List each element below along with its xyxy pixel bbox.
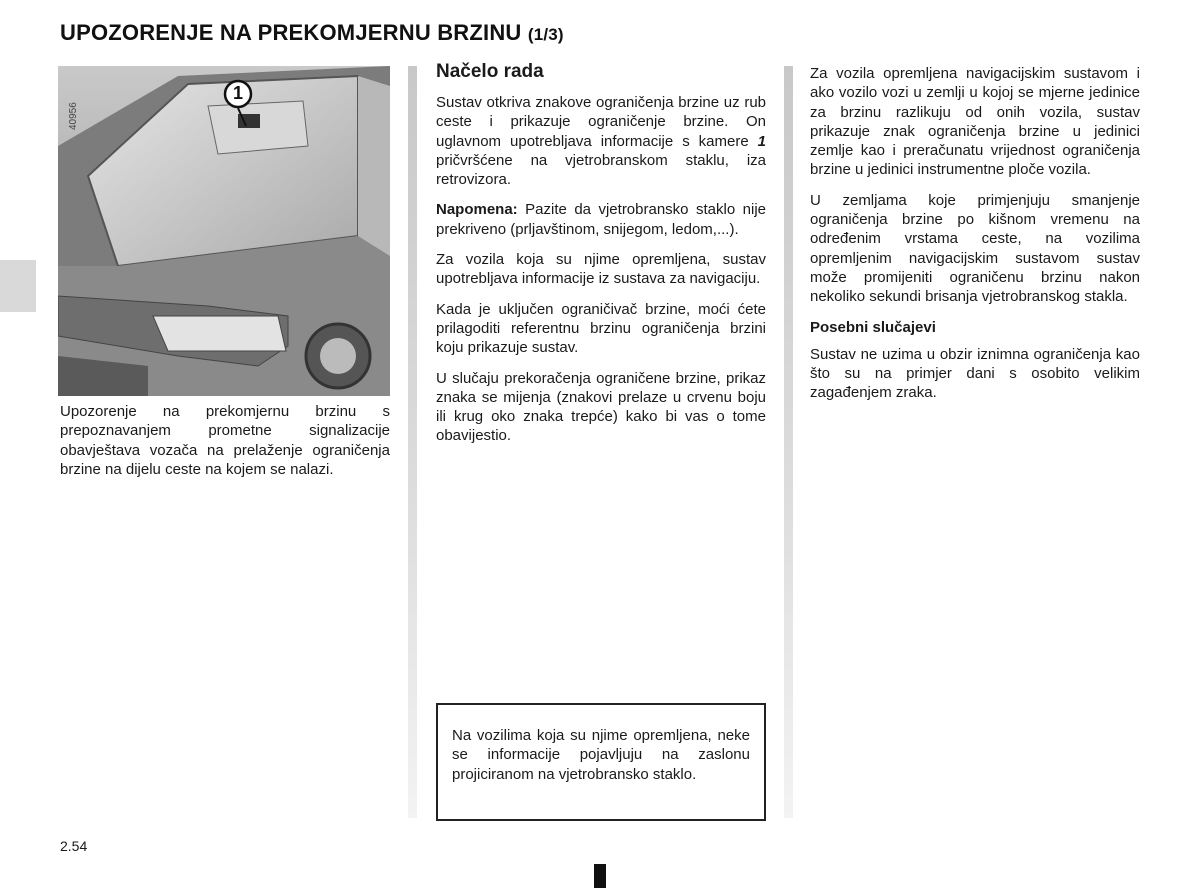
section-heading: Načelo rada	[436, 61, 544, 82]
paragraph-special-cases: Sustav ne uzima u obzir iznimna ograničenja kao što su na primjer dani s osobito velikim zagađenjem zraka.	[810, 345, 1140, 402]
paragraph-navigation: Za vozila koja su njime opremljena, sustav upotrebljava informacije iz sustava za navigaciju.	[436, 251, 766, 288]
column-middle	[436, 60, 766, 457]
figure-number: 40956	[68, 102, 79, 130]
chapter-side-tab	[0, 260, 36, 312]
paragraph-operation-text-b: pričvršćene na vjetrobranskom staklu, iza retrovizora.	[436, 151, 766, 189]
page-number: 2.54	[60, 838, 88, 854]
page-title	[60, 20, 564, 46]
page-title-text: UPOZORENJE NA PREKOMJERNU BRZINU	[60, 20, 522, 45]
paragraph-operation-text-a: Sustav otkriva znakove ograničenja brzine uz rub ceste i prikazuje ograničenje brzine. On uglavnom upotrebljava informacije s kamere	[436, 94, 766, 150]
note-text: Pazite da vjetrobransko staklo nije prekriveno (prljavštinom, snijegom, ledom,...).	[436, 201, 766, 238]
note-label: Napomena:	[436, 201, 518, 219]
page-edge-mark	[594, 864, 606, 888]
column-right	[810, 64, 1140, 403]
camera-reference: 1	[757, 132, 766, 150]
figure-caption: Upozorenje na prekomjernu brzinu s prepoznavanjem prometne signalizacije obavještava vozača na prelaženje ograničenja brzine na dijelu ceste na kojem se nalazi.	[60, 403, 390, 478]
column-divider-right	[784, 66, 793, 818]
paragraph-overspeed: U slučaju prekoračenja ograničene brzine, prikaz znaka se mijenja (znakovi prelaze u crvenu boju ili krug oko znaka trepće) kako bi vas o tome obavijestio.	[436, 369, 766, 445]
page-title-part: (1/3)	[527, 25, 564, 44]
paragraph-units: Za vozila opremljena navigacijskim sustavom i ako vozilo vozi u zemlji u kojoj se mjerne jedinice za brzinu razlikuju od onih vozila, sustav prikazuje znak ograničenja brzine u jedinici zemlje kao i preračunatu vrijednost ograničenja brzine u jedinici instrumentne ploče vozila.	[810, 65, 1140, 179]
callout-label: 1	[232, 83, 243, 103]
paragraph-rain: U zemljama koje primjenjuju smanjenje ograničenja brzine po kišnom vremenu na određenim vrstama ceste, na vozilima opremljenim navigacijskim sustavom sustav može promijeniti ograničenu brzinu nakon nekoliko sekundi brisanja vjetrobranskog stakla.	[810, 191, 1140, 306]
subheading-special-cases: Posebni slučajevi	[810, 318, 936, 336]
paragraph-note	[436, 200, 766, 239]
paragraph-limiter: Kada je uključen ograničivač brzine, moći ćete prilagoditi referentnu brzinu ograničenja brzini koju prikazuje sustav.	[436, 300, 766, 357]
column-divider-left	[408, 66, 417, 818]
info-box	[436, 703, 766, 821]
paragraph-operation	[436, 93, 766, 189]
windscreen-camera-illustration	[58, 66, 390, 396]
info-box-text: Na vozilima koja su njime opremljena, neke se informacije pojavljuju na zaslonu projiciranom na vjetrobransko staklo.	[452, 727, 750, 783]
